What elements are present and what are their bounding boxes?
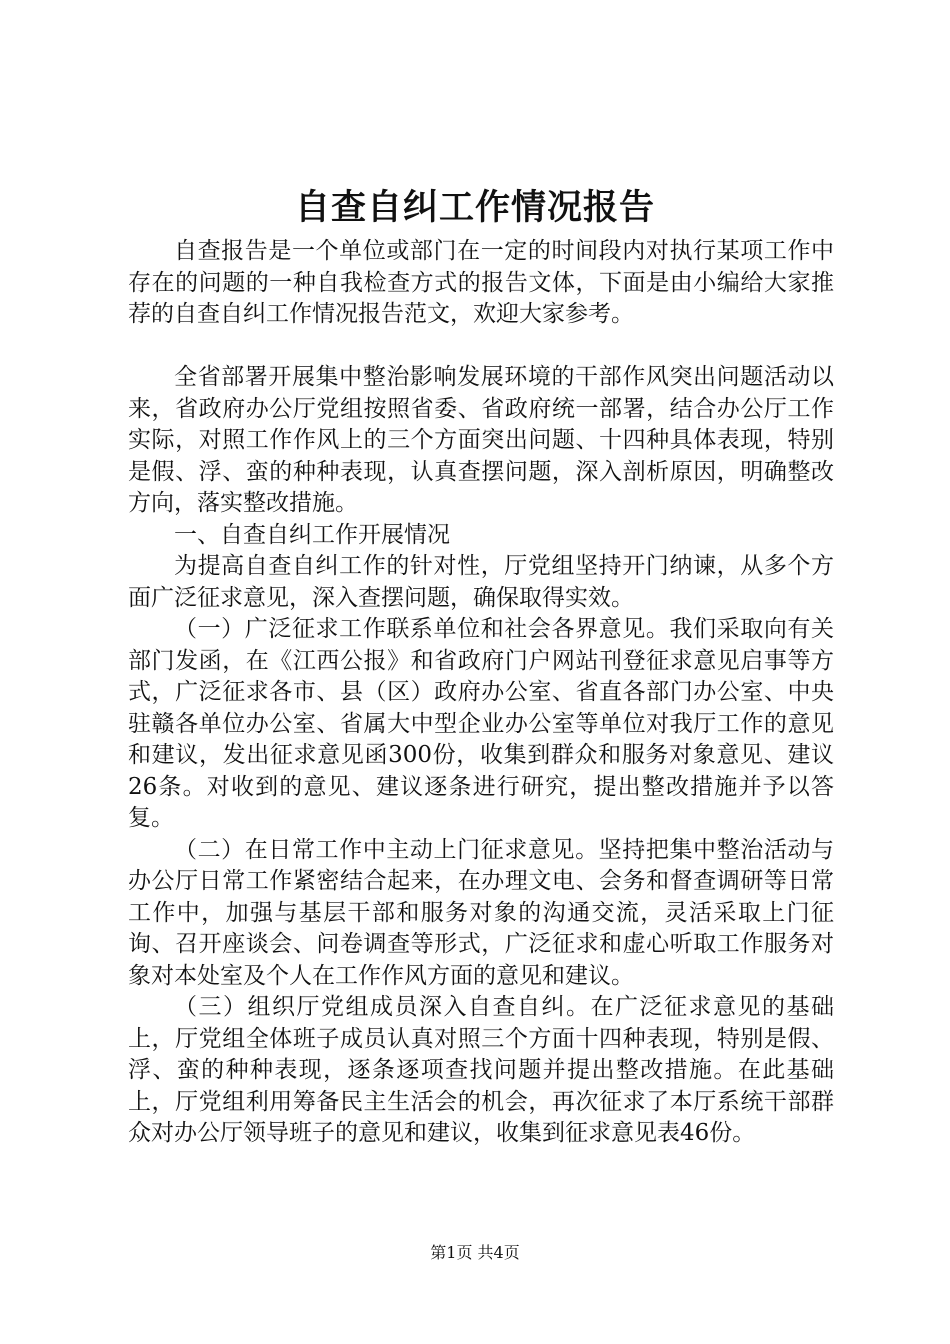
- page-number-footer: 第1页 共4页: [430, 1243, 520, 1262]
- section-heading: 一、自查自纠工作开展情况: [174, 521, 450, 548]
- item-one-paragraph: （一）广泛征求工作联系单位和社会各界意见。我们采取向有关部门发函，在《江西公报》和省政府门户网站刊登征求意见启事等方式，广泛征求各市、县（区）政府办公室、省直各部门办公室、中央驻赣各单位办公室、省属大中型企业办公室等单位对我厅工作的意见和建议，发出征求意见函300份，收集到群众和服务对象意见、建议26条。对收到的意见、建议逐条进行研究，提出整改措施并予以答复。: [128, 616, 834, 831]
- document-body: [128, 236, 834, 1150]
- background-paragraph: 全省部署开展集中整治影响发展环境的干部作风突出问题活动以来，省政府办公厅党组按照省委、省政府统一部署，结合办公厅工作实际，对照工作作风上的三个方面突出问题、十四种具体表现，特别是假、浮、蛮的种种表现，认真查摆问题，深入剖析原因，明确整改方向，落实整改措施。: [128, 364, 834, 516]
- document-title: 自查自纠工作情况报告: [294, 187, 655, 228]
- item-two-paragraph: （二）在日常工作中主动上门征求意见。坚持把集中整治活动与办公厅日常工作紧密结合起来，在办理文电、会务和督查调研等日常工作中，加强与基层干部和服务对象的沟通交流，灵活采取上门征询、召开座谈会、问卷调查等形式，广泛征求和虚心听取工作服务对象对本处室及个人在工作作风方面的意见和建议。: [128, 836, 834, 989]
- item-three-paragraph: （三）组织厅党组成员深入自查自纠。在广泛征求意见的基础上，厅党组全体班子成员认真对照三个方面十四种表现，特别是假、浮、蛮的种种表现，逐条逐项查找问题并提出整改措施。在此基础上，厅党组利用筹备民主生活会的机会，再次征求了本厅系统干部群众对办公厅领导班子的意见和建议，收集到征求意见表46份。: [128, 994, 834, 1146]
- intro-paragraph: 自查报告是一个单位或部门在一定的时间段内对执行某项工作中存在的问题的一种自我检查方式的报告文体，下面是由小编给大家推荐的自查自纠工作情况报告范文，欢迎大家参考。: [128, 238, 834, 327]
- section-intro-paragraph: 为提高自查自纠工作的针对性，厅党组坚持开门纳谏，从多个方面广泛征求意见，深入查摆问题，确保取得实效。: [128, 553, 834, 611]
